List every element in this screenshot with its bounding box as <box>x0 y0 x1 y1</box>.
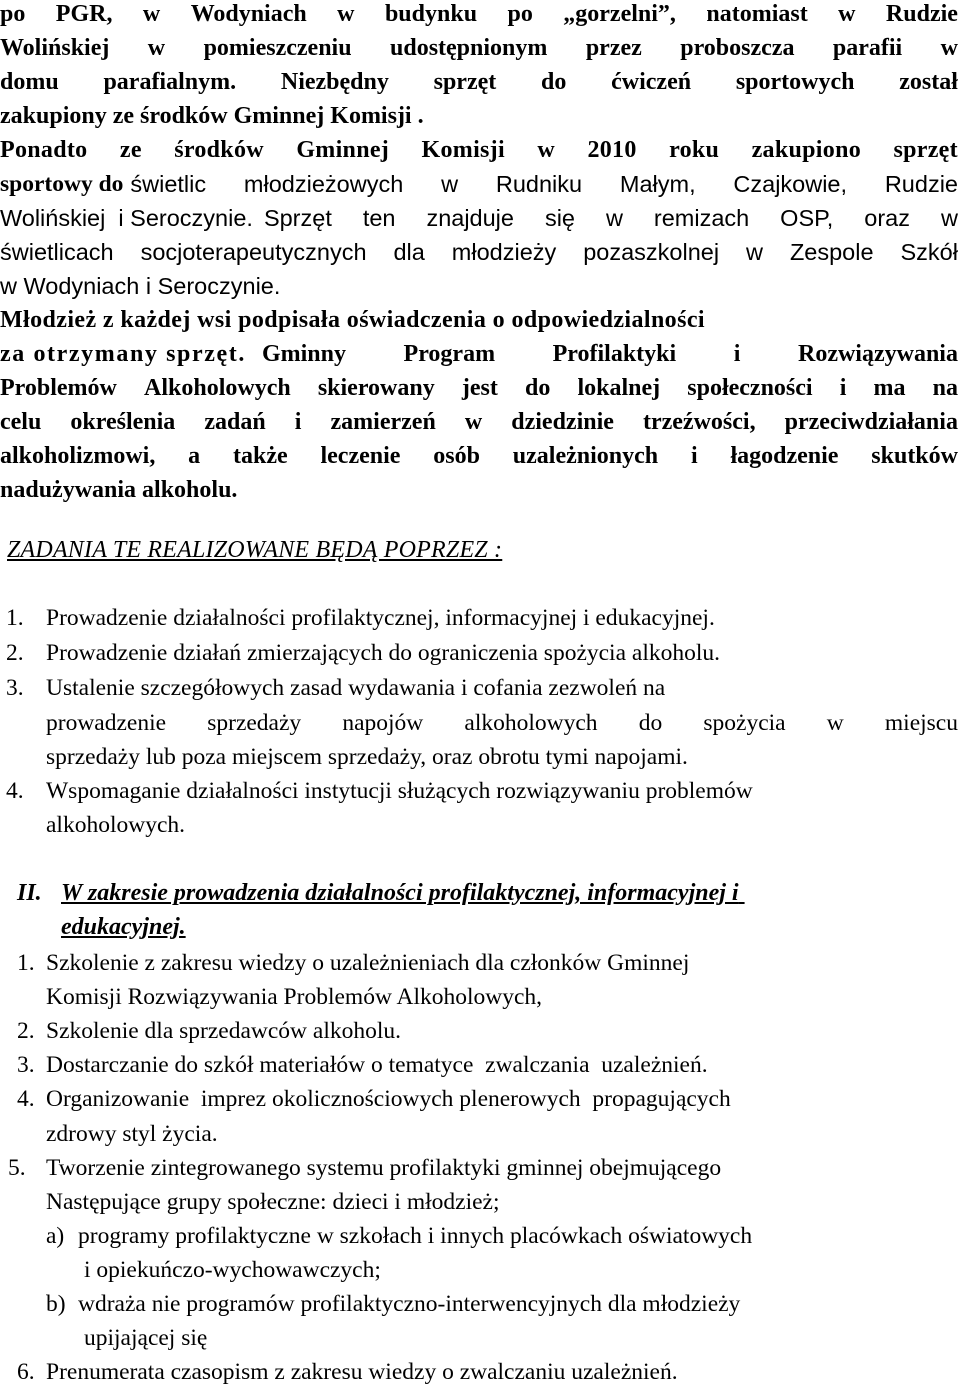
list-text: Organizowanie imprez okolicznościowych plenerowych propagujących <box>46 1086 731 1112</box>
word: się <box>544 205 575 231</box>
word: w <box>940 205 958 231</box>
word: Czajkowie, <box>733 171 848 197</box>
paragraph-line <box>0 371 958 405</box>
word: dziedzinie <box>511 409 614 435</box>
word: Rudzie <box>885 1 958 27</box>
word: ćwiczeń <box>611 69 692 95</box>
word: natomiast <box>706 1 808 27</box>
paragraph-line: zakupiony ze środków Gminnej Komisji . <box>0 103 424 129</box>
word: miejscu <box>884 710 958 736</box>
word: proboszcza <box>680 35 795 61</box>
list-text: Dostarczanie do szkół materiałów o tematyce zwalczania uzależnień. <box>46 1052 708 1078</box>
list-item <box>6 774 753 808</box>
word: oraz <box>864 205 910 231</box>
word: łagodzenie <box>730 443 839 469</box>
list-text-continuation: i opiekuńczo-wychowawczych; <box>84 1257 381 1283</box>
list-item <box>46 1219 752 1253</box>
word: Gminnej <box>296 137 390 163</box>
word: Alkoholowych <box>144 375 291 401</box>
word: pozaszkolnej <box>583 239 720 265</box>
word: w <box>746 239 763 265</box>
list-text: Prenumerata czasopism z zakresu wiedzy o zwalczaniu uzależnień. <box>46 1359 678 1385</box>
section-heading <box>17 876 745 910</box>
word: Małym, <box>619 171 696 197</box>
word: domu <box>0 69 59 95</box>
word: Problemów <box>0 375 117 401</box>
paragraph-line <box>0 133 958 167</box>
word: w <box>838 1 856 27</box>
list-text-continuation: zdrowy styl życia. <box>46 1121 218 1147</box>
list-text: wdraża nie programów profilaktyczno-interwencyjnych dla młodzieży <box>78 1291 741 1317</box>
paragraph-line <box>0 167 958 201</box>
list-item <box>17 946 689 980</box>
section-heading: ZADANIA TE REALIZOWANE BĘDĄ POPRZEZ : <box>7 537 503 563</box>
list-text-continuation: Następujące grupy społeczne: dzieci i młodzież; <box>46 1189 500 1215</box>
word: ze <box>119 137 142 163</box>
word: Program <box>403 341 496 367</box>
list-number: 2. <box>17 1018 35 1044</box>
word: leczenie <box>320 443 401 469</box>
word: spożycia <box>703 710 786 736</box>
paragraph-line: nadużywania alkoholu. <box>0 477 238 503</box>
word: także <box>233 443 288 469</box>
word: parafii <box>832 35 903 61</box>
word: i <box>294 409 302 435</box>
word: po <box>0 1 26 27</box>
list-number: 4. <box>17 1086 35 1112</box>
word: a <box>188 443 201 469</box>
word: zadań <box>204 409 266 435</box>
list-item <box>17 1014 401 1048</box>
word: sprzęt <box>893 137 958 163</box>
paragraph-line <box>0 337 958 371</box>
word: został <box>899 69 958 95</box>
word: do <box>541 69 567 95</box>
paragraph-line: w Wodyniach i Seroczynie. <box>0 273 281 299</box>
word: i <box>839 375 847 401</box>
word: budynku <box>384 1 478 27</box>
word: PGR, <box>55 1 113 27</box>
list-number: 2. <box>6 640 24 666</box>
word: sportowych <box>735 69 855 95</box>
text-run: sportowy do <box>0 171 124 197</box>
word: w <box>537 137 556 163</box>
list-letter: b) <box>46 1291 66 1317</box>
word: do <box>638 710 663 736</box>
list-text: Ustalenie szczegółowych zasad wydawania i cofania zezwoleń na <box>46 675 666 701</box>
word: w <box>337 1 355 27</box>
word: do <box>524 375 551 401</box>
word: alkoholowych <box>464 710 598 736</box>
word: pomieszczeniu <box>203 35 352 61</box>
word: na <box>932 375 958 401</box>
section-heading-continuation <box>17 910 186 944</box>
word: uzależnionych <box>512 443 659 469</box>
list-text-continuation <box>46 706 958 740</box>
list-item <box>17 1355 678 1389</box>
word: Niezbędny <box>280 69 389 95</box>
paragraph-line <box>0 65 958 99</box>
paragraph-line <box>0 31 958 65</box>
word: zakupiono <box>751 137 862 163</box>
list-number: 5. <box>8 1155 26 1181</box>
word: Szkół <box>900 239 958 265</box>
list-number: 6. <box>17 1359 35 1385</box>
list-text: Wspomaganie działalności instytucji służących rozwiązywaniu problemów <box>46 778 753 804</box>
word: Gminny <box>261 341 346 367</box>
word: udostępnionym <box>390 35 548 61</box>
word: młodzieży <box>451 239 557 265</box>
word: określenia <box>70 409 176 435</box>
text-run <box>262 337 958 371</box>
list-number: 1. <box>17 950 35 976</box>
list-item <box>6 636 720 670</box>
word: w <box>142 1 161 27</box>
word: remizach <box>653 205 750 231</box>
word: ten <box>362 205 396 231</box>
paragraph-line <box>0 201 958 235</box>
list-item <box>17 1082 731 1116</box>
list-text: programy profilaktyczne w szkołach i innych placówkach oświatowych <box>78 1223 753 1249</box>
list-text-continuation: sprzedaży lub poza miejscem sprzedaży, oraz obrotu tymi napojami. <box>46 744 688 770</box>
paragraph-line <box>0 235 958 269</box>
word: i <box>733 341 741 367</box>
word: Wolińskiej <box>0 35 110 61</box>
word: sprzęt <box>433 69 497 95</box>
word: sprzedaży <box>207 710 302 736</box>
paragraph-line <box>0 405 958 439</box>
word: socjoterapeutycznych <box>140 239 367 265</box>
word: w <box>464 409 483 435</box>
word: jest <box>461 375 498 401</box>
text-run: Wolińskiej i Seroczynie. <box>0 205 253 231</box>
text-run <box>130 167 958 201</box>
list-item <box>6 671 665 705</box>
word: Zespole <box>789 239 874 265</box>
word: „gorzelni”, <box>563 1 676 27</box>
word: społeczności <box>687 375 813 401</box>
list-letter: a) <box>46 1223 65 1249</box>
word: młodzieżowych <box>243 171 404 197</box>
word: środków <box>174 137 264 163</box>
word: Profilaktyki <box>552 341 677 367</box>
word: i <box>690 443 698 469</box>
word: roku <box>669 137 720 163</box>
list-text: Szkolenie z zakresu wiedzy o uzależnieniach dla członków Gminnej <box>46 950 690 976</box>
word: w <box>147 35 166 61</box>
list-item <box>17 1048 708 1082</box>
word: przeciwdziałania <box>784 409 958 435</box>
list-text: Tworzenie zintegrowanego systemu profilaktyki gminnej obejmującego <box>46 1155 722 1181</box>
word: skierowany <box>317 375 435 401</box>
paragraph-line <box>0 439 958 473</box>
list-text: Prowadzenie działań zmierzających do ograniczenia spożycia alkoholu. <box>46 640 721 666</box>
word: Rozwiązywania <box>797 341 958 367</box>
word: znajduje <box>426 205 514 231</box>
word: trzeźwości, <box>642 409 756 435</box>
word: osób <box>433 443 480 469</box>
heading-text: W zakresie prowadzenia działalności profilaktycznej, informacyjnej i <box>61 880 739 906</box>
word: skutków <box>871 443 958 469</box>
word: Wodyniach <box>190 1 307 27</box>
word: w <box>826 710 844 736</box>
word: alkoholizmowi, <box>0 443 156 469</box>
word: przez <box>585 35 642 61</box>
word: Rudzie <box>884 171 958 197</box>
word: Rudniku <box>495 171 583 197</box>
word: ma <box>873 375 906 401</box>
list-text-continuation: upijającej się <box>84 1325 208 1351</box>
list-text-continuation: Komisji Rozwiązywania Problemów Alkoholowych, <box>46 984 543 1010</box>
word: napojów <box>342 710 424 736</box>
list-number: 4. <box>6 778 24 804</box>
list-item <box>46 1287 740 1321</box>
word: w <box>441 171 459 197</box>
word: Ponadto <box>0 137 88 163</box>
paragraph-line: Młodzież z każdej wsi podpisała oświadczenia o odpowiedzialności <box>0 307 705 333</box>
word: świetlicach <box>0 239 114 265</box>
word: świetlic <box>130 171 207 197</box>
text-run <box>264 201 958 235</box>
word: po <box>507 1 533 27</box>
word: 2010 <box>587 137 637 163</box>
word: w <box>940 35 958 61</box>
heading-number: II. <box>17 880 42 906</box>
word: OSP, <box>780 205 834 231</box>
word: Komisji <box>421 137 505 163</box>
word: prowadzenie <box>46 710 167 736</box>
list-number: 1. <box>6 605 24 631</box>
list-item <box>8 1151 721 1185</box>
word: w <box>605 205 623 231</box>
word: zamierzeń <box>330 409 436 435</box>
list-text-continuation: alkoholowych. <box>46 812 186 838</box>
heading-text: edukacyjnej. <box>61 914 186 940</box>
word: parafialnym. <box>103 69 237 95</box>
list-number: 3. <box>6 675 24 701</box>
word: dla <box>393 239 425 265</box>
word: Sprzęt <box>263 205 332 231</box>
word: lokalnej <box>577 375 661 401</box>
list-item <box>6 601 715 635</box>
list-text: Prowadzenie działalności profilaktycznej, informacyjnej i edukacyjnej. <box>46 605 715 631</box>
paragraph-line <box>0 0 958 31</box>
word: celu <box>0 409 42 435</box>
text-run: za otrzymany sprzęt. <box>0 341 246 367</box>
list-text: Szkolenie dla sprzedawców alkoholu. <box>46 1018 402 1044</box>
list-number: 3. <box>17 1052 35 1078</box>
